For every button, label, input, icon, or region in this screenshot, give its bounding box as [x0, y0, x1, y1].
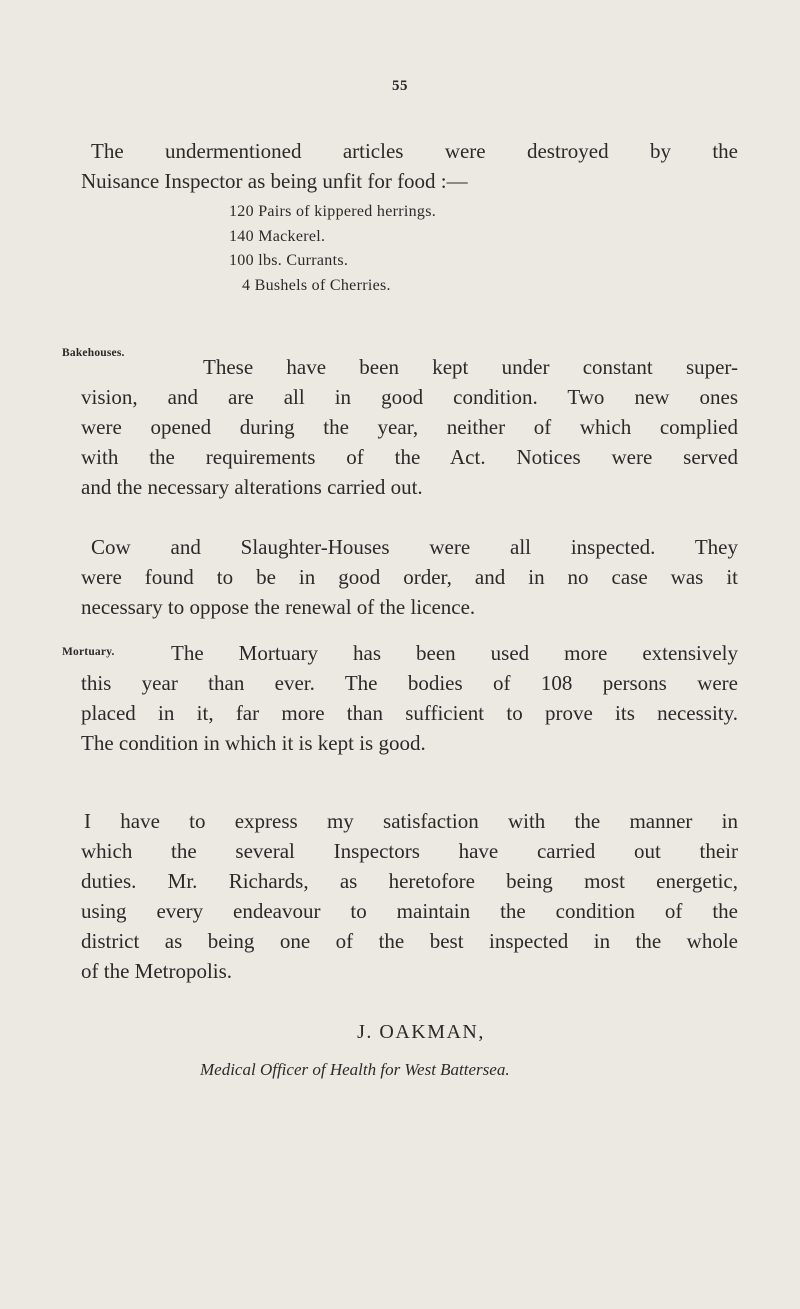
cowhouses-line-2: were found to be in good order, and in no case was it: [81, 565, 738, 589]
mortuary-line-4: The condition in which it is kept is good.: [81, 731, 426, 755]
mortuary-paragraph: [81, 638, 738, 758]
closing-line-1: I have to express my satisfaction with the manner in: [84, 809, 738, 833]
intro-paragraph: [81, 136, 738, 196]
margin-note-mortuary: Mortuary.: [62, 646, 115, 658]
list-item: 120 Pairs of kippered herrings.: [229, 203, 437, 220]
page-number: 55: [392, 78, 408, 94]
intro-line-1: The undermentioned articles were destroyed by the: [91, 139, 738, 163]
closing-line-5: district as being one of the best inspected in the whole: [81, 929, 738, 953]
bakehouses-line-5: and the necessary alterations carried out.: [81, 475, 423, 499]
mortuary-line-2: this year than ever. The bodies of 108 persons were: [81, 671, 738, 695]
bakehouses-line-2: vision, and are all in good condition. Two new ones: [81, 385, 738, 409]
intro-line-2: Nuisance Inspector as being unfit for food :—: [81, 169, 468, 193]
list-item: 140 Mackerel.: [229, 227, 326, 245]
bakehouses-line-3: were opened during the year, neither of which complied: [81, 415, 738, 439]
cowhouses-line-1: Cow and Slaughter-Houses were all inspected. They: [91, 535, 738, 559]
cowhouses-line-3: necessary to oppose the renewal of the licence.: [81, 595, 476, 619]
closing-line-2: which the several Inspectors have carried out their: [81, 839, 738, 863]
signature-title: Medical Officer of Health for West Battersea.: [200, 1060, 510, 1079]
bakehouses-line-1: These have been kept under constant super-: [203, 355, 738, 379]
mortuary-line-3: placed in it, far more than sufficient to prove its necessity.: [81, 701, 738, 725]
list-item: 100 lbs. Currants.: [229, 252, 349, 269]
signature-name: J. OAKMAN,: [357, 1021, 485, 1043]
bakehouses-paragraph: [81, 352, 738, 502]
destroyed-articles-list: [229, 200, 436, 298]
closing-line-4: using every endeavour to maintain the condition of the: [81, 899, 738, 923]
bakehouses-line-4: with the requirements of the Act. Notices were served: [81, 445, 738, 469]
cowhouses-paragraph: [81, 532, 738, 622]
margin-note-bakehouses: Bakehouses.: [62, 347, 125, 359]
mortuary-line-1: The Mortuary has been used more extensively: [171, 641, 738, 665]
closing-paragraph: [81, 806, 738, 986]
closing-line-6: of the Metropolis.: [81, 959, 233, 983]
list-item: 4 Bushels of Cherries.: [242, 276, 391, 294]
closing-line-3: duties. Mr. Richards, as heretofore being most energetic,: [81, 869, 738, 893]
